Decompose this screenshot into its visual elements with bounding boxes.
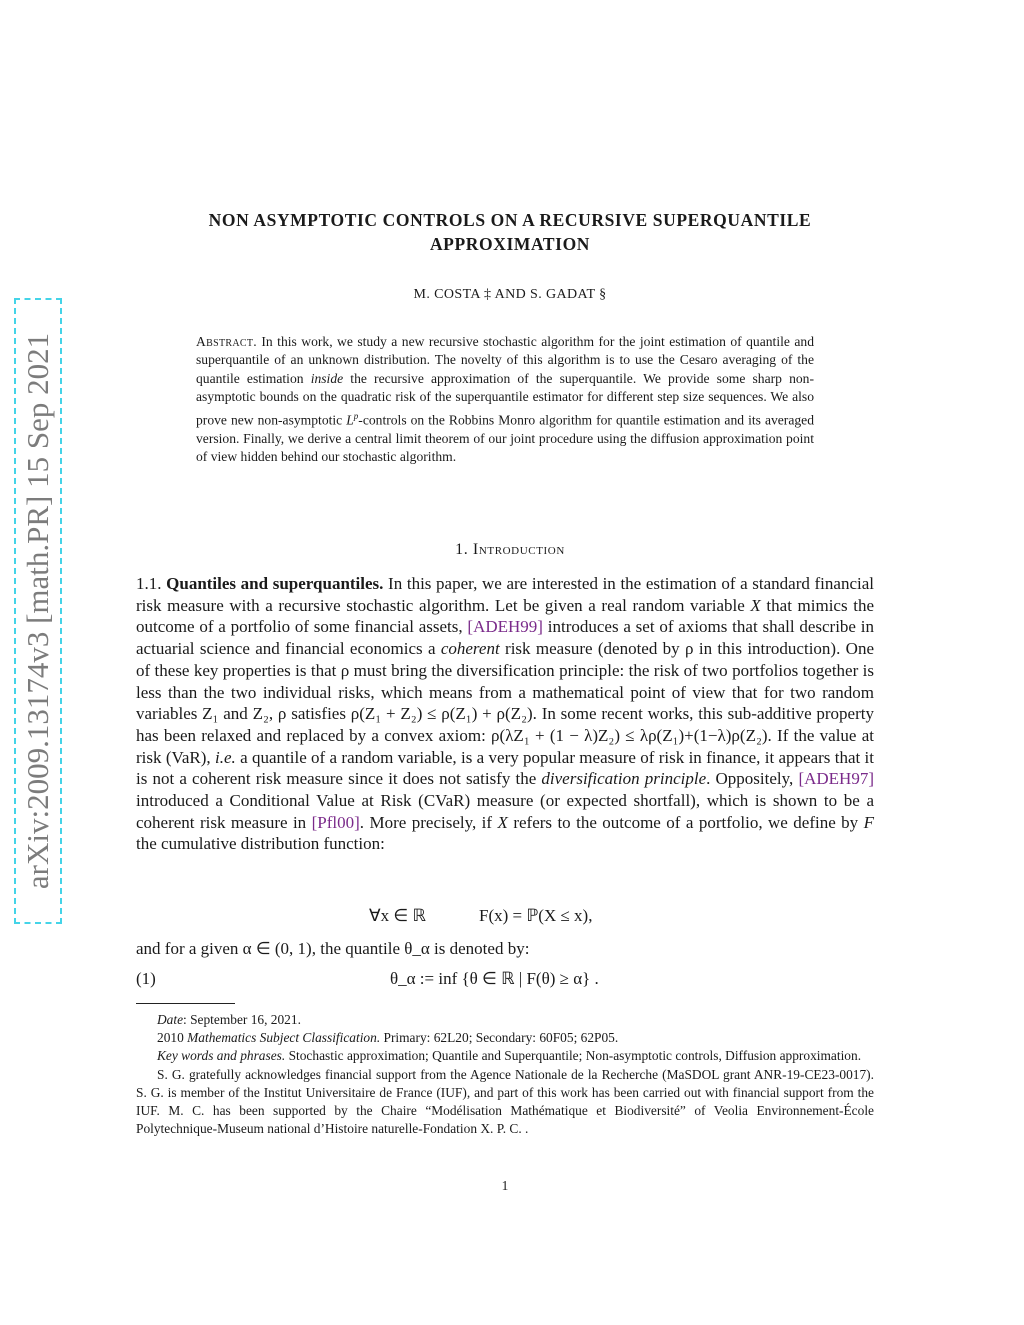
footnote-rule <box>136 1003 235 1004</box>
abstract-text-3: -controls on the Robbins Monro algorithm for quantile estimation and its averaged version. Finally, we derive a central limit theorem of our joint procedure using the diffusion approximation point of view hidden behind our stochastic algorithm. <box>196 412 814 464</box>
title-line-2: APPROXIMATION <box>429 234 591 254</box>
citation-pfl00[interactable]: [Pfl00] <box>311 812 360 832</box>
citation-adeh99[interactable]: [ADEH99] <box>467 617 543 637</box>
footnote-date-value: : September 16, 2021. <box>183 1012 301 1027</box>
body-text: risk measure (denoted by ρ in this introduction). One of these key properties is that ρ must bring the diversification principle: the risk of two portfolios together is less than the two individual risks, which means from a mathematical point of view that for two random variables Z₁ and Z₂, ρ satisfies ρ(Z₁ + Z₂) ≤ ρ(Z₁) + ρ(Z₂). In some recent works, this sub-additive property has been relaxed and replaced by a convex axiom: ρ(λZ₁ + (1 − λ)Z₂) ≤ λρ(Z₁)+(1−λ)ρ(Z₂). If the value at risk (VaR), <box>136 639 874 767</box>
math-var-x: X <box>497 812 508 832</box>
body-text: . Oppositely, <box>706 769 799 789</box>
abstract-text-1: In this work, we study a new recursive stochastic algorithm for the joint estimation of quantile and superquantile of an unknown distribution. The novelty of this algorithm is to use the Cesaro averaging of the quantile estimation <box>196 334 814 386</box>
body-text: refers to the outcome of a portfolio, we define by <box>507 812 864 832</box>
math-var-x: X <box>750 595 761 615</box>
body-text: introduces a set of axioms that shall describe in actuarial science and financial economics a <box>136 617 874 659</box>
footnotes <box>136 1011 874 1138</box>
section-title: 1. Introduction <box>455 541 565 558</box>
footnote-msc-year: 2010 <box>157 1030 188 1046</box>
arxiv-id: arXiv:2009.13174v3 [math.PR] 15 Sep 2021 <box>20 332 55 890</box>
body-text: the cumulative distribution function: <box>136 834 385 854</box>
quantile-intro-text: and for a given α ∈ (0, 1), the quantile θ_α is denoted by: <box>136 939 530 958</box>
abstract-lp-exponent: p <box>353 410 359 421</box>
authors: M. COSTA ‡ AND S. GADAT § <box>413 287 607 302</box>
equation-quantile: θ_α := inf {θ ∈ ℝ | F(θ) ≥ α} . <box>390 969 599 988</box>
footnote-keywords <box>136 1047 874 1065</box>
body-text: . More precisely, if <box>359 812 498 832</box>
page-number: 1 <box>501 1178 509 1193</box>
citation-adeh97[interactable]: [ADEH97] <box>798 769 874 789</box>
abstract-text-2: the recursive approximation of the superquantile. We provide some sharp non-asymptotic bounds on the quadratic risk of the superquantile estimator for different step size sequences. We also prove new non-asymptotic <box>196 370 814 428</box>
footnote-acknowledgement: S. G. gratefully acknowledges financial support from the Agence Nationale de la Recherche (MaSDOL grant ANR-19-CE23-0017). S. G. is member of the Institut Universitaire de France (IUF), and part of this work has been carried out with financial support from the IUF. M. C. has been supported by the Chaire “Modélisation Mathématique et Biodiversité” of Veolia Environnement-École Polytechnique-Museum national d’Histoire naturelle-Fondation X. P. C. . <box>136 1066 874 1137</box>
footnote-date <box>136 1011 874 1029</box>
body-text: In this paper, we are interested in the estimation of a standard financial risk measure with a recursive stochastic algorithm. Let be given a real random variable <box>136 574 874 615</box>
body-text: a quantile of a random variable, is a very popular measure of risk in finance, it appears that it is not a coherent risk measure since it does not satisfy the <box>136 747 874 789</box>
intro-paragraph <box>136 573 874 855</box>
abstract-lp: L <box>346 412 354 428</box>
equation-number-1: (1) <box>136 969 156 988</box>
math-var-f: F <box>863 812 875 832</box>
title-line-1: NON ASYMPTOTIC CONTROLS ON A RECURSIVE SUPERQUANTILE <box>208 210 812 230</box>
equation-cdf-quantifier: ∀x ∈ ℝ <box>369 906 426 925</box>
abstract <box>196 333 814 466</box>
footnote-keywords-label: Key words and phrases. <box>157 1048 286 1064</box>
emph-coherent: coherent <box>440 639 500 659</box>
subsection-number: 1.1. <box>136 574 167 593</box>
footnote-msc-value: Primary: 62L20; Secondary: 60F05; 62P05. <box>380 1030 619 1046</box>
arxiv-side-stamp <box>14 298 62 924</box>
equation-cdf: F(x) = ℙ(X ≤ x), <box>479 906 593 925</box>
emph-diversification: diversification principle <box>541 769 707 789</box>
footnote-date-label: Date <box>157 1012 184 1027</box>
footnote-keywords-value: Stochastic approximation; Quantile and Superquantile; Non-asymptotic controls, Diffusion approximation. <box>285 1048 862 1064</box>
footnote-msc <box>136 1029 874 1047</box>
subsection-title: Quantiles and superquantiles. <box>166 574 384 593</box>
paper-title <box>130 208 890 256</box>
body-text: that mimics the outcome of a portfolio of some financial assets, <box>136 595 874 637</box>
emph-ie: i.e. <box>215 747 236 767</box>
footnote-msc-label: Mathematics Subject Classification. <box>187 1030 381 1046</box>
abstract-emph-inside: inside <box>310 370 344 386</box>
abstract-heading: Abstract. <box>196 334 257 349</box>
body-text: introduced a Conditional Value at Risk (CVaR) measure (or expected shortfall), which is shown to be a coherent risk measure in <box>136 791 874 832</box>
